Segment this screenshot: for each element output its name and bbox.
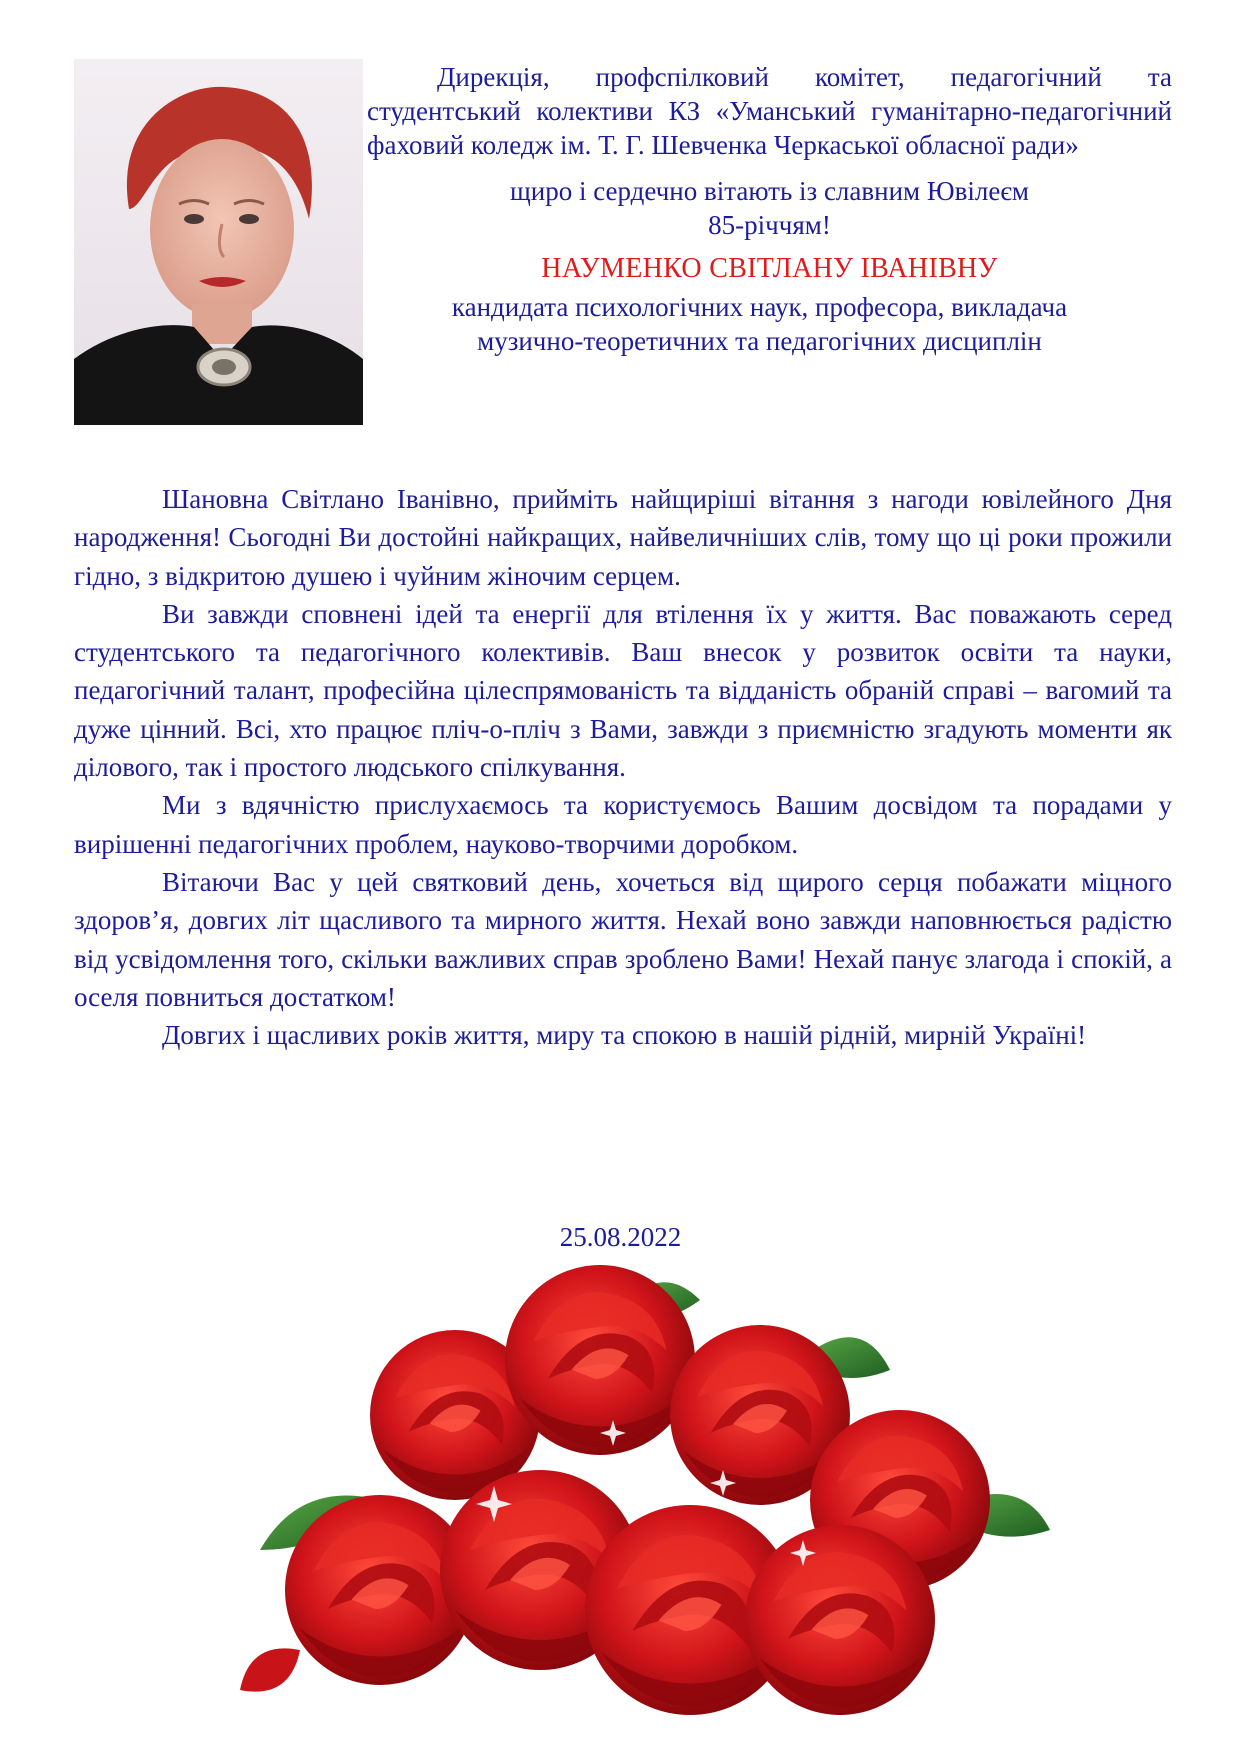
header-block <box>367 60 1172 358</box>
paragraph: Шановна Світлано Іванівно, прийміть найщиріші вітання з нагоди ювілейного Дня народження! Сьогодні Ви достойні найкращих, найвеличніших слів, тому що ці роки прожили гідно, з відкритою душею і чуйним жіночим серцем. <box>74 484 1172 591</box>
paragraph: Ми з вдячністю прислухаємось та користуємось Вашим досвідом та порадами у вирішенні педагогічних проблем, науково-творчими доробком. <box>74 790 1172 859</box>
paragraph: Довгих і щасливих років життя, миру та спокою в нашій рідній, мирній Україні! <box>162 1020 1087 1051</box>
letter-body <box>74 480 1172 1054</box>
congratulation-line-2: 85-річчям! <box>708 210 831 240</box>
paragraph: Ви завжди сповнені ідей та енергії для втілення їх у життя. Вас поважають серед студентського та педагогічного колективів. Ваш внесок у розвиток освіти та науки, педагогічний талант, професійна цілеспрямованість та відданість обраній справі – вагомий та дуже цінний. Всі, хто працює пліч-о-пліч з Вами, завжди з приємністю згадують моменти як ділового, так і простого людського спілкування. <box>74 598 1172 783</box>
congratulation-line-1: щиро і сердечно вітають із славним Ювілеєм <box>509 176 1030 206</box>
paragraph: Вітаючи Вас у цей святковий день, хочеться від щирого серця побажати міцного здоров’я, довгих літ щасливого та мирного життя. Нехай воно завжди наповнюється радістю від усвідомлення того, скільки важливих справ зроблено Вами! Нехай панує злагода і спокій, а оселя повниться достатком! <box>74 866 1172 1012</box>
roses-illustration <box>240 1250 1060 1740</box>
role-line-1: кандидата психологічних наук, професора, викладача <box>451 292 1068 322</box>
role-line-2: музично-теоретичних та педагогічних дисциплін <box>477 326 1042 356</box>
celebrant-role <box>347 290 1172 358</box>
date: 25.08.2022 <box>559 1222 682 1252</box>
congratulation-line <box>367 174 1172 242</box>
organization-text: Дирекція, профспілковий комітет, педагогічний та студентський колективи КЗ «Уманський гуманітарно-педагогічний фаховий коледж ім. Т. Г. Шевченка Черкаської обласної ради» <box>367 62 1172 160</box>
celebrant-name: НАУМЕНКО СВІТЛАНУ ІВАНІВНУ <box>541 253 998 284</box>
portrait-photo <box>74 59 363 425</box>
